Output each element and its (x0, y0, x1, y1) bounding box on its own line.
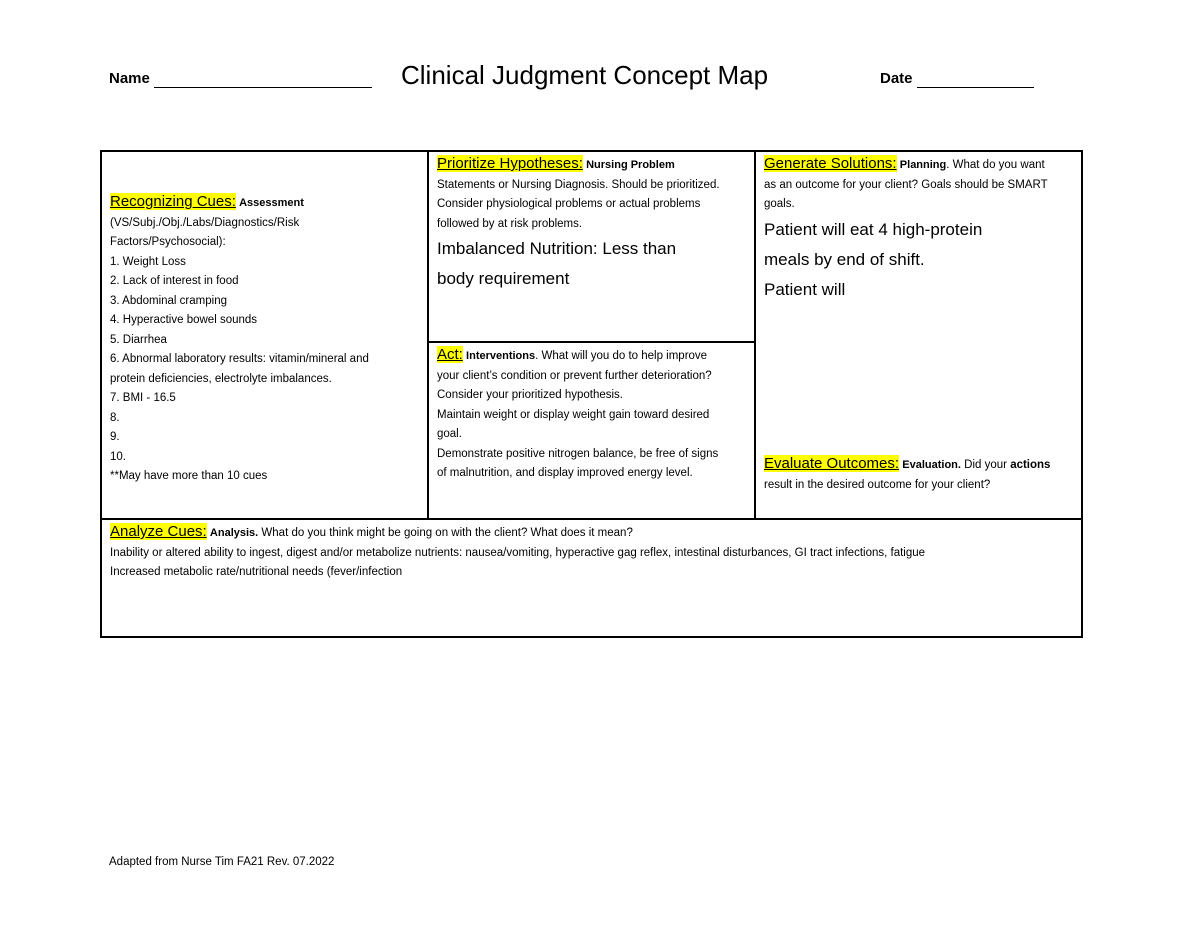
prompt-text: . What will you do to help improve (535, 350, 708, 362)
prompt-text: Statements or Nursing Diagnosis. Should be prioritized. (437, 178, 720, 191)
list-item: 7. BMI - 16.5 (110, 392, 176, 404)
analyze-cues-cell[interactable] (100, 518, 1083, 638)
act-subheading: Interventions (466, 350, 536, 362)
nursing-diagnosis-answer: Imbalanced Nutrition: Less than (437, 239, 677, 258)
name-label: Name (109, 70, 150, 87)
prompt-text: actions (1010, 459, 1051, 471)
prompt-text: Did your (960, 459, 1011, 471)
prompt-text: your client’s condition or prevent further deterioration? (437, 369, 712, 382)
concept-map-table (100, 150, 1083, 638)
list-item: (VS/Subj./Obj./Labs/Diagnostics/Risk (110, 216, 300, 229)
document-header (109, 58, 1049, 98)
evaluate-outcomes-section[interactable] (764, 454, 1076, 496)
prompt-text: Consider your prioritized hypothesis. (437, 389, 624, 401)
recognizing-cues-heading: Recognizing Cues: (110, 193, 236, 210)
goal-answer: Patient will eat 4 high-protein (764, 219, 983, 239)
evaluate-outcomes-subheading: Evaluation. (902, 459, 961, 471)
list-item: 3. Abdominal cramping (110, 294, 227, 307)
list-item: 4. Hyperactive bowel sounds (110, 314, 258, 326)
prompt-text: goals. (764, 198, 795, 210)
prompt-text: . What do you want (946, 159, 1045, 171)
list-item: 10. (110, 450, 126, 463)
generate-solutions-subheading: Planning (899, 159, 947, 171)
prioritize-hypotheses-subheading: Nursing Problem (586, 159, 675, 171)
act-cell[interactable] (427, 341, 756, 520)
prioritize-hypotheses-heading: Prioritize Hypotheses: (437, 155, 583, 172)
goal-answer: meals by end of shift. (764, 249, 925, 269)
act-heading: Act: (437, 346, 463, 363)
analyze-cues-subheading: Analysis. (209, 527, 259, 539)
prompt-text: as an outcome for your client? Goals should be SMART (764, 178, 1048, 191)
list-item: 5. Diarrhea (110, 333, 167, 346)
intervention-text: of malnutrition, and display improved energy level. (437, 467, 693, 479)
list-item: protein deficiencies, electrolyte imbalances. (110, 372, 332, 385)
analysis-text: Inability or altered ability to ingest, digest and/or metabolize nutrients: nausea/vomiting, hyperactive gag reflex, intestinal disturbances, GI tract infections, fatigue (110, 546, 926, 559)
recognizing-cues-cell[interactable] (100, 150, 429, 520)
page-title: Clinical Judgment Concept Map (401, 60, 769, 90)
list-item: 2. Lack of interest in food (110, 275, 239, 287)
list-item: 9. (110, 431, 120, 443)
analyze-cues-heading: Analyze Cues: (110, 523, 207, 540)
intervention-text: goal. (437, 428, 462, 440)
recognizing-cues-subheading: Assessment (239, 197, 304, 209)
name-blank-line[interactable] (154, 87, 372, 88)
evaluate-outcomes-heading: Evaluate Outcomes: (764, 455, 900, 472)
goal-answer: Patient will (764, 279, 846, 299)
footer-credit: Adapted from Nurse Tim FA21 Rev. 07.2022 (109, 856, 335, 868)
intervention-text: Maintain weight or display weight gain toward desired (437, 408, 710, 421)
list-item: 8. (110, 411, 120, 424)
prioritize-hypotheses-cell[interactable] (427, 150, 756, 343)
list-item: 6. Abnormal laboratory results: vitamin/mineral and (110, 353, 369, 365)
prompt-text: result in the desired outcome for your client? (764, 479, 991, 491)
generate-solutions-heading: Generate Solutions: (764, 155, 897, 172)
generate-solutions-cell[interactable] (754, 150, 1083, 520)
analysis-text: Increased metabolic rate/nutritional needs (fever/infection (110, 566, 403, 578)
prompt-text: What do you think might be going on with the client? What does it mean? (258, 527, 633, 539)
intervention-text: Demonstrate positive nitrogen balance, be free of signs (437, 447, 719, 460)
list-item: Factors/Psychosocial): (110, 236, 226, 248)
prompt-text: Consider physiological problems or actual problems (437, 198, 701, 210)
nursing-diagnosis-answer: body requirement (437, 269, 570, 288)
date-blank-line[interactable] (917, 87, 1034, 88)
date-label: Date (880, 70, 913, 87)
list-item: **May have more than 10 cues (110, 470, 268, 482)
list-item: 1. Weight Loss (110, 255, 186, 268)
prompt-text: followed by at risk problems. (437, 217, 583, 230)
